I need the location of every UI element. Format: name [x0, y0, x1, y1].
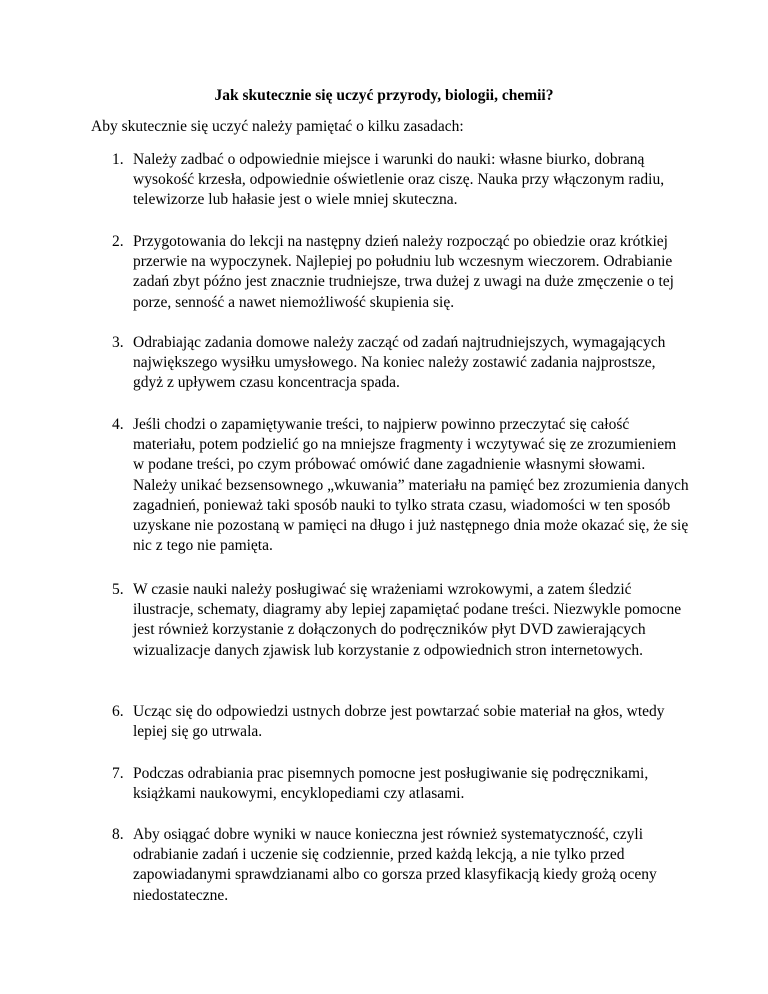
list-item-text: Podczas odrabiania prac pisemnych pomocne jest posługiwanie się podręcznikami, książkami naukowymi, encyklopediami czy atlasami. [133, 765, 649, 803]
intro-paragraph: Aby skutecznie się uczyć należy pamiętać o kilku zasadach: [91, 118, 464, 135]
document-title: Jak skutecznie się uczyć przyrody, biologii, chemii? [214, 87, 554, 104]
list-item-number: 1. [112, 151, 124, 168]
list-item-number: 4. [112, 416, 124, 433]
list-item-text: Należy zadbać o odpowiednie miejsce i warunki do nauki: własne biurko, dobraną wysokość krzesła, odpowiednie oświetlenie oraz ciszę. Nauka przy włączonym radiu, telewizorze lub hałasie jest o wiele mniej skuteczna. [133, 151, 665, 209]
list-item-number: 6. [112, 703, 124, 720]
list-item-number: 5. [112, 581, 124, 598]
list-item-number: 3. [112, 334, 124, 351]
list-item-text: Przygotowania do lekcji na następny dzień należy rozpocząć po obiedzie oraz krótkiej przerwie na wypoczynek. Najlepiej po południu lub wczesnym wieczorem. Odrabianie zadań zbyt późno jest znacznie trudniejsze, trwa dużej z uwagi na duże zmęczenie o tej porze, senność a nawet niemożliwość skupienia się. [133, 233, 674, 311]
list-item-number: 2. [112, 233, 124, 250]
list-item-text: Jeśli chodzi o zapamiętywanie treści, to najpierw powinno przeczytać się całość materiału, potem podzielić go na mniejsze fragmenty i wczytywać się ze zrozumieniem w podane treści, po czym próbować omówić dane zagadnienie własnymi słowami. Należy unikać bezsensownego „wkuwania” materiału na pamięć bez zrozumienia danych zagadnień, ponieważ taki sposób nauki to tylko strata czasu, wiadomości w ten sposób uzyskane nie pozostaną w pamięci na długo i już następnego dnia może okazać się, że się nic z tego nie pamięta. [133, 416, 689, 555]
list-item-number: 7. [112, 765, 124, 782]
list-item-number: 8. [112, 826, 124, 843]
list-item-text: Ucząc się do odpowiedzi ustnych dobrze jest powtarzać sobie materiał na głos, wtedy lepiej się go utrwala. [133, 703, 665, 741]
list-item-text: W czasie nauki należy posługiwać się wrażeniami wzrokowymi, a zatem śledzić ilustracje, schematy, diagramy aby lepiej zapamiętać podane treści. Niezwykle pomocne jest również korzystanie z dołączonych do podręczników płyt DVD zawierających wizualizacje danych zjawisk lub korzystanie z odpowiednich stron internetowych. [133, 581, 682, 659]
list-item-text: Aby osiągać dobre wyniki w nauce konieczna jest również systematyczność, czyli odrabianie zadań i uczenie się codziennie, przed każdą lekcją, a nie tylko przed zapowiadanymi sprawdzianami albo co gorsza przed klasyfikacją kiedy grożą oceny niedostateczne. [133, 826, 657, 904]
list-item-text: Odrabiając zadania domowe należy zacząć od zadań najtrudniejszych, wymagających największego wysiłku umysłowego. Na koniec należy zostawić zadania najprostsze, gdyż z upływem czasu koncentracja spada. [133, 334, 666, 392]
